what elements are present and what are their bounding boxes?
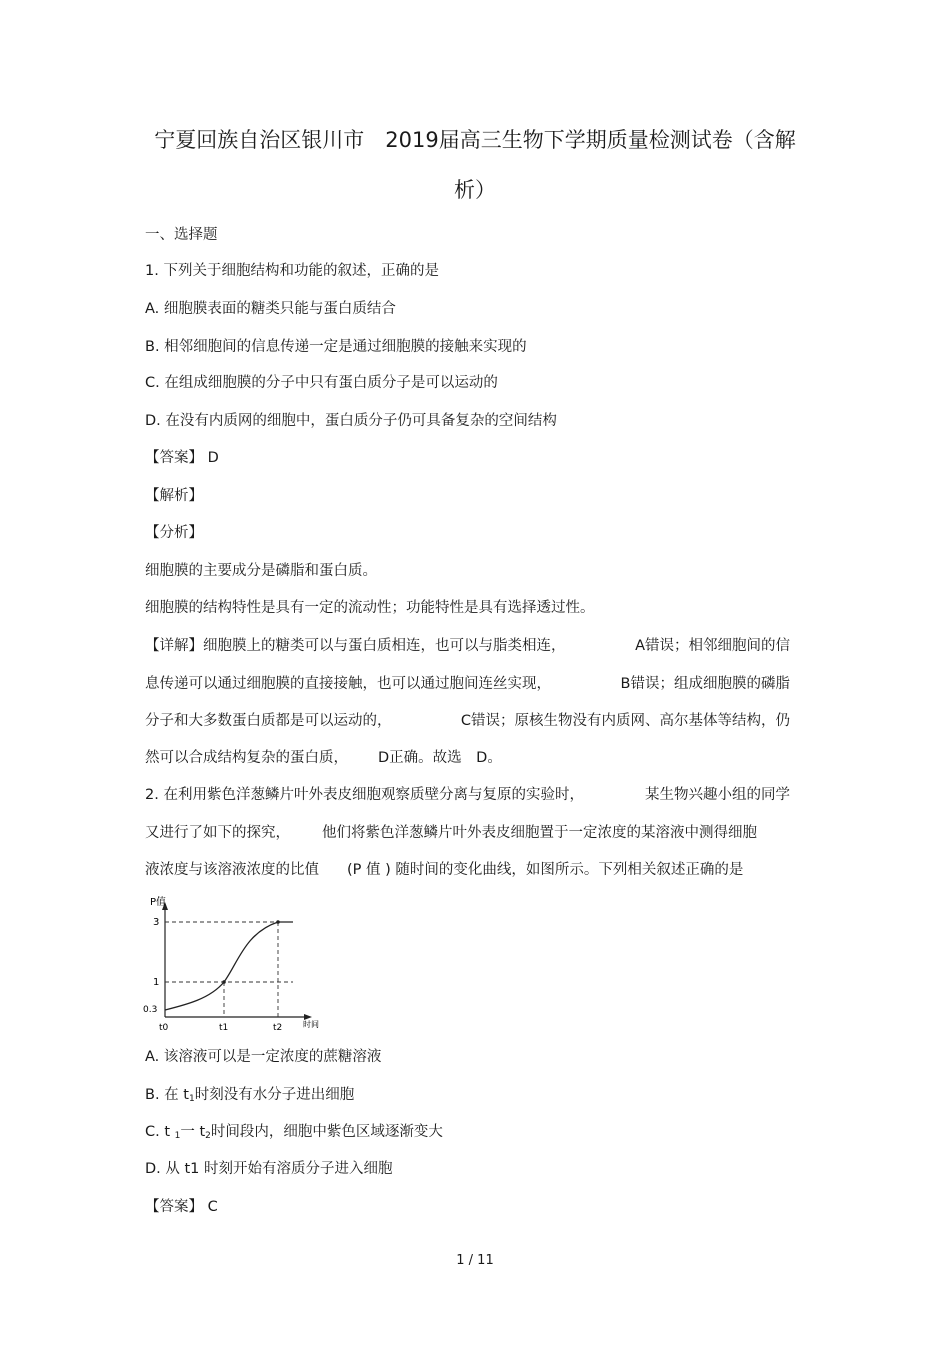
q1-detail-line4-b: D正确。故选 D。 <box>378 750 502 766</box>
q2-stem-line2-a: 又进行了如下的探究， <box>145 825 290 841</box>
q1-option-b: B. 相邻细胞间的信息传递一定是通过细胞膜的接触来实现的 <box>145 339 527 355</box>
q2-option-b-pre: B. 在 t <box>145 1087 189 1103</box>
q2-option-c-sub1: 1 <box>174 1131 181 1141</box>
q1-detail-line2-a: 息传递可以通过细胞膜的直接接触，也可以通过胞间连丝实现， <box>145 676 551 692</box>
q1-detail-line3-a: 分子和大多数蛋白质都是可以运动的， <box>145 713 392 729</box>
q1-detail-line1-b: A错误；相邻细胞间的信 <box>635 638 790 654</box>
q1-option-d: D. 在没有内质网的细胞中，蛋白质分子仍可具备复杂的空间结构 <box>145 413 557 429</box>
q2-stem-line2 <box>145 826 757 841</box>
y-tick-3: 3 <box>153 917 160 928</box>
q2-option-c-mid: 一 t <box>180 1124 206 1140</box>
q1-detail-line2 <box>145 677 790 692</box>
q1-detail-line2-b: B错误；组成细胞膜的磷脂 <box>620 676 790 692</box>
section-heading: 一、选择题 <box>145 227 218 243</box>
page-number: 1 / 11 <box>456 1253 494 1268</box>
q1-option-a: A. 细胞膜表面的糖类只能与蛋白质结合 <box>145 301 396 317</box>
q2-option-a: A. 该溶液可以是一定浓度的蔗糖溶液 <box>145 1049 382 1065</box>
q2-stem-line2-b: 他们将紫色洋葱鳞片叶外表皮细胞置于一定浓度的某溶液中测得细胞 <box>322 825 757 841</box>
document-title-line2: 析） <box>454 178 496 202</box>
y-tick-1: 1 <box>153 977 160 988</box>
q2-stem-line3-a: 液浓度与该溶液浓度的比值 <box>145 862 319 878</box>
q1-answer: 【答案】 D <box>145 450 219 466</box>
q1-fenxi-label: 【分析】 <box>145 525 203 541</box>
q1-analysis-p2: 细胞膜的结构特性是具有一定的流动性；功能特性是具有选择透过性。 <box>145 600 595 616</box>
q2-option-c-post: 时间段内，细胞中紫色区域逐渐变大 <box>210 1124 443 1140</box>
x-tick-t0: t0 <box>159 1023 169 1033</box>
q2-option-c-sub2: 2 <box>205 1131 211 1141</box>
q2-option-c <box>145 1125 443 1141</box>
p-value-chart <box>140 893 325 1033</box>
q1-detail-line1-a: 【详解】细胞膜上的糖类可以与蛋白质相连，也可以与脂类相连， <box>145 638 566 654</box>
q2-option-d: D. 从 t1 时刻开始有溶质分子进入细胞 <box>145 1161 393 1177</box>
point-t2 <box>276 920 280 924</box>
q1-detail-line3-b: C错误；原核生物没有内质网、高尔基体等结构，仍 <box>460 713 790 729</box>
x-tick-t1: t1 <box>219 1023 229 1033</box>
q2-option-c-pre: C. t <box>145 1124 175 1140</box>
p-value-curve <box>165 922 293 1010</box>
q1-jiexi-label: 【解析】 <box>145 488 203 504</box>
q2-stem-line1 <box>145 788 790 803</box>
q2-option-b-post: 时刻没有水分子进出细胞 <box>194 1087 355 1103</box>
y-axis-label: P值 <box>150 897 167 908</box>
q1-stem: 1. 下列关于细胞结构和功能的叙述，正确的是 <box>145 263 439 279</box>
q2-option-b <box>145 1088 354 1104</box>
q1-detail-line4-a: 然可以合成结构复杂的蛋白质， <box>145 750 348 766</box>
q2-stem-line1-a: 2. 在利用紫色洋葱鳞片叶外表皮细胞观察质壁分离与复原的实验时， <box>145 787 584 803</box>
q1-option-c: C. 在组成细胞膜的分子中只有蛋白质分子是可以运动的 <box>145 375 498 391</box>
q1-analysis-p1: 细胞膜的主要成分是磷脂和蛋白质。 <box>145 563 377 579</box>
q2-stem-line1-b: 某生物兴趣小组的同学 <box>645 787 790 803</box>
x-tick-t2: t2 <box>273 1023 283 1033</box>
q1-detail-line4 <box>145 751 502 766</box>
q2-option-b-sub: 1 <box>188 1094 195 1104</box>
point-t1 <box>222 980 226 984</box>
document-title-line1: 宁夏回族自治区银川市 2019届高三生物下学期质量检测试卷（含解 <box>154 128 796 152</box>
q2-stem-line3-b: (P 值 ) 随时间的变化曲线，如图所示。下列相关叙述正确的是 <box>347 862 744 878</box>
q1-detail-line3 <box>145 714 790 729</box>
y-tick-0.3: 0.3 <box>143 1005 158 1015</box>
x-axis-label: 时间 <box>303 1020 319 1029</box>
q2-stem-line3 <box>145 863 743 878</box>
q2-answer: 【答案】 C <box>145 1199 218 1215</box>
q1-detail-line1 <box>145 639 790 654</box>
